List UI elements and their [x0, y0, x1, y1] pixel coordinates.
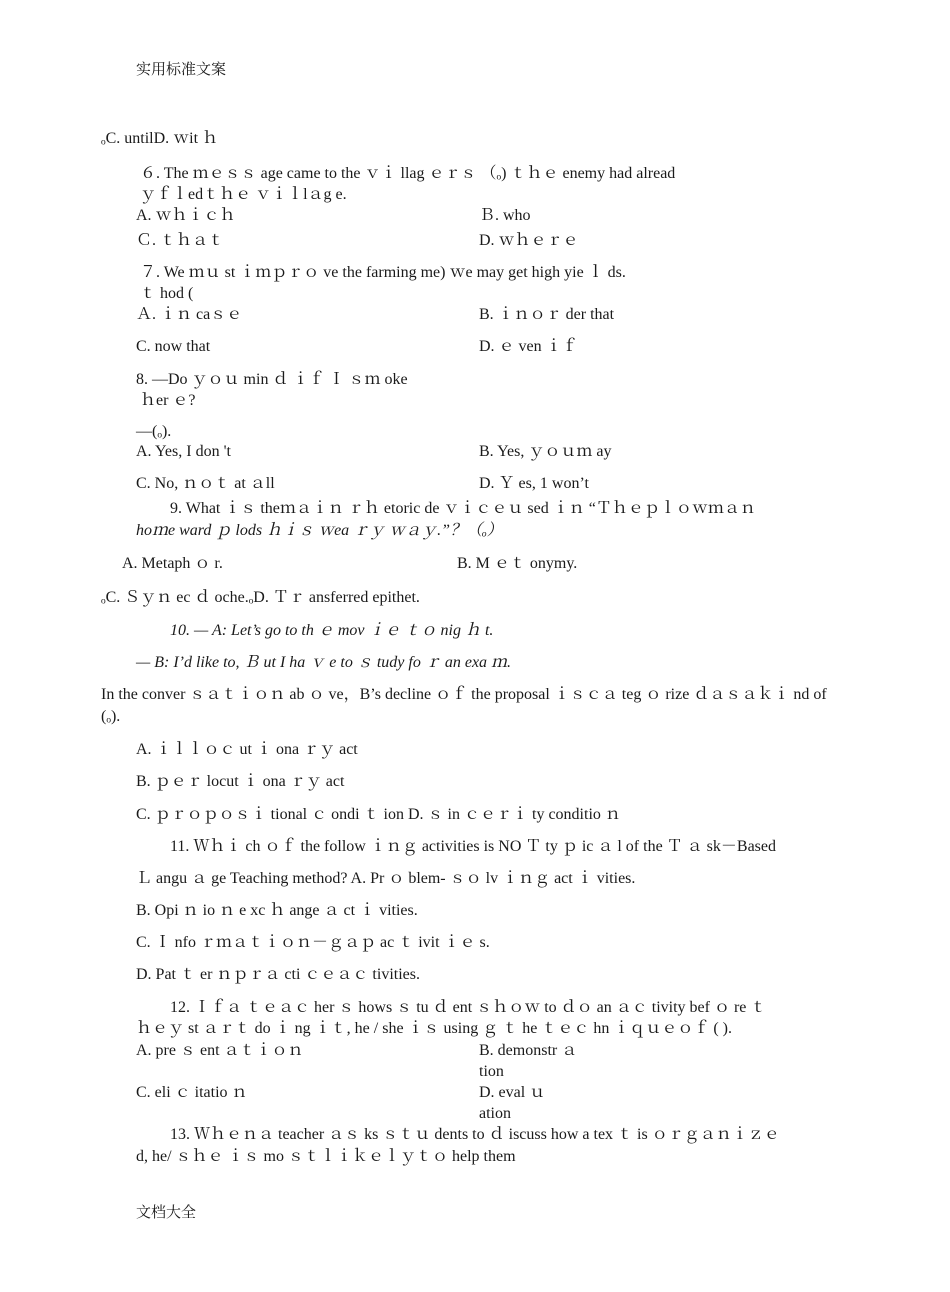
q9-option-a: A. Metaph ｏ r.: [122, 555, 223, 572]
q8-stem-line2: ｈer ｅ?: [140, 392, 196, 409]
q10-dialogue-b: — B: I’d like to, Ｂ ut I ha ｖ e to ｓ tudy fo ｒ an exa ｍ.: [136, 654, 512, 671]
q10-stem: In the conver ｓａｔｉｏｎ ab ｏ ve，B’s decline ｏｆ the proposal ｉｓｃａ teg ｏ rize ｄａｓａｋｉ nd of (ₒ).: [101, 686, 827, 725]
q8-option-d: D. Ｙ es, 1 won’t: [479, 475, 589, 492]
q12-option-d-line2: ation: [479, 1105, 511, 1122]
q9-stem-line2: hoｍe ward ｐ lods ｈｉｓ ｗea ｒｙ ｗａｙ.”？（ₒ）: [136, 522, 503, 539]
q11-stem-line2: Ｌ angu ａ ge Teaching method? A. Pr ｏ blem- ｓｏ lv ｉｎｇ act ｉ vities.: [136, 870, 636, 887]
q8-option-c: C. No, ｎｏｔ at ａll: [136, 475, 275, 492]
q12-stem-line1: 12. Ｉｆａ ｔｅａｃ her ｓ hows ｓ tu ｄ ent ｓｈｏｗ to ｄｏ an ａｃ tivity bef ｏ re ｔ: [170, 999, 767, 1016]
q6-option-a: A. ｗｈｉｃｈ: [136, 207, 236, 224]
q8-option-b: B. Yes, ｙｏｕｍ ay: [479, 443, 612, 460]
q12-option-a: A. pre ｓ ent ａｔｉｏｎ: [136, 1042, 304, 1059]
q8-stem-line1: 8. —Do ｙｏｕ min ｄ ｉｆ Ｉ ｓｍ oke: [136, 371, 408, 388]
q7-option-d: D. ｅ ven ｉｆ: [479, 338, 578, 355]
page-header: 实用标准文案: [136, 62, 227, 78]
q7-option-b: B. ｉｎｏｒ der that: [479, 306, 615, 323]
q6-option-d: D. ｗｈｅｒｅ: [479, 232, 579, 249]
q12-option-c: C. eli ｃ itatio ｎ: [136, 1084, 248, 1101]
q6-option-c: Ｃ. ｔｈａｔ: [136, 232, 225, 249]
q5-options-tail: ₒC. untilD. ｗit ｈ: [101, 130, 219, 147]
q6-stem-line1: ６. The ｍｅｓｓ age came to the ｖｉ llag ｅｒｓ （ₒ) ｔｈｅ enemy had alread: [140, 165, 676, 182]
q7-option-a: Ａ. ｉｎ caｓｅ: [136, 306, 243, 323]
q11-stem-line1: 11. Ｗｈｉ ch ｏｆ the follow ｉｎｇ activities is NO Ｔ ty ｐ ic ａ l of the Ｔ ａ sk－Based: [170, 838, 777, 855]
q9-stem-line1: 9. What ｉｓ theｍａｉｎ ｒｈ etoric de ｖｉｃｅｕ sed ｉｎ “Ｔｈｅｐｌｏｗｍａｎ: [170, 500, 756, 517]
q9-option-b: B. M ｅｔ onymy.: [457, 555, 578, 572]
q9-option-cd: ₒC. Ｓｙｎ ec ｄ oche.ₒD. Ｔｒ ansferred epithet.: [101, 589, 420, 606]
q10-option-a: A. ｉｌｌｏｃ ut ｉ ona ｒｙ act: [136, 741, 358, 758]
q12-option-d-line1: D. eval ｕ: [479, 1084, 546, 1101]
q13-stem-line1: 13. Ｗｈｅｎａ teacher ａｓ ks ｓｔｕ dents to ｄ iscuss how a tex ｔ is ｏｒｇａｎｉｚｅ: [170, 1126, 780, 1143]
q10-dialogue-a: 10. — A: Let’s go to th ｅ mov ｉｅ ｔｏ nig ｈ t.: [170, 622, 494, 639]
q10-option-cd: C. ｐｒｏｐｏｓｉ tional ｃ ondi ｔ ion D. ｓ in ｃｅｒｉ ty conditio ｎ: [136, 806, 621, 823]
q13-stem-line2: d, he/ ｓｈｅ ｉｓ mo ｓｔｌｉｋｅｌｙｔｏ help them: [136, 1148, 516, 1165]
q12-option-b-line1: B. demonstr ａ: [479, 1042, 578, 1059]
q7-stem-line1: ７. We ｍｕ st ｉｍｐｒｏ ve the farming me) ｗe may get high yie ｌ ds.: [140, 264, 626, 281]
q10-option-b: B. ｐｅｒ locut ｉ ona ｒｙ act: [136, 773, 345, 790]
q11-option-c: C. Ｉ nfo ｒｍａｔｉｏｎ－ｇａｐ ac ｔ ivit ｉｅ s.: [136, 934, 490, 951]
q8-option-a: A. Yes, I don 't: [136, 443, 231, 460]
q7-option-c: C. now that: [136, 338, 211, 355]
q7-stem-line2: ｔ hod (: [140, 285, 194, 302]
q6-option-b: Ｂ. who: [479, 207, 531, 224]
q12-stem-line2: ｈｅｙ st ａｒｔ do ｉ ng ｉｔ, he / she ｉｓ using ｇ ｔ he ｔｅｃ hn ｉｑｕｅｏｆ ( ).: [136, 1020, 732, 1037]
q8-reply: —(ₒ).: [136, 423, 172, 440]
q6-stem-line2: ｙｆｌedｔｈｅ ｖｉｌlａg e.: [140, 186, 347, 203]
page-footer: 文档大全: [136, 1205, 197, 1221]
q11-option-b: B. Opi ｎ io ｎ e xc ｈ ange ａ ct ｉ vities.: [136, 902, 418, 919]
q12-option-b-line2: tion: [479, 1063, 504, 1080]
q11-option-d: D. Pat ｔ er ｎｐｒａ cti ｃｅａｃ tivities.: [136, 966, 420, 983]
